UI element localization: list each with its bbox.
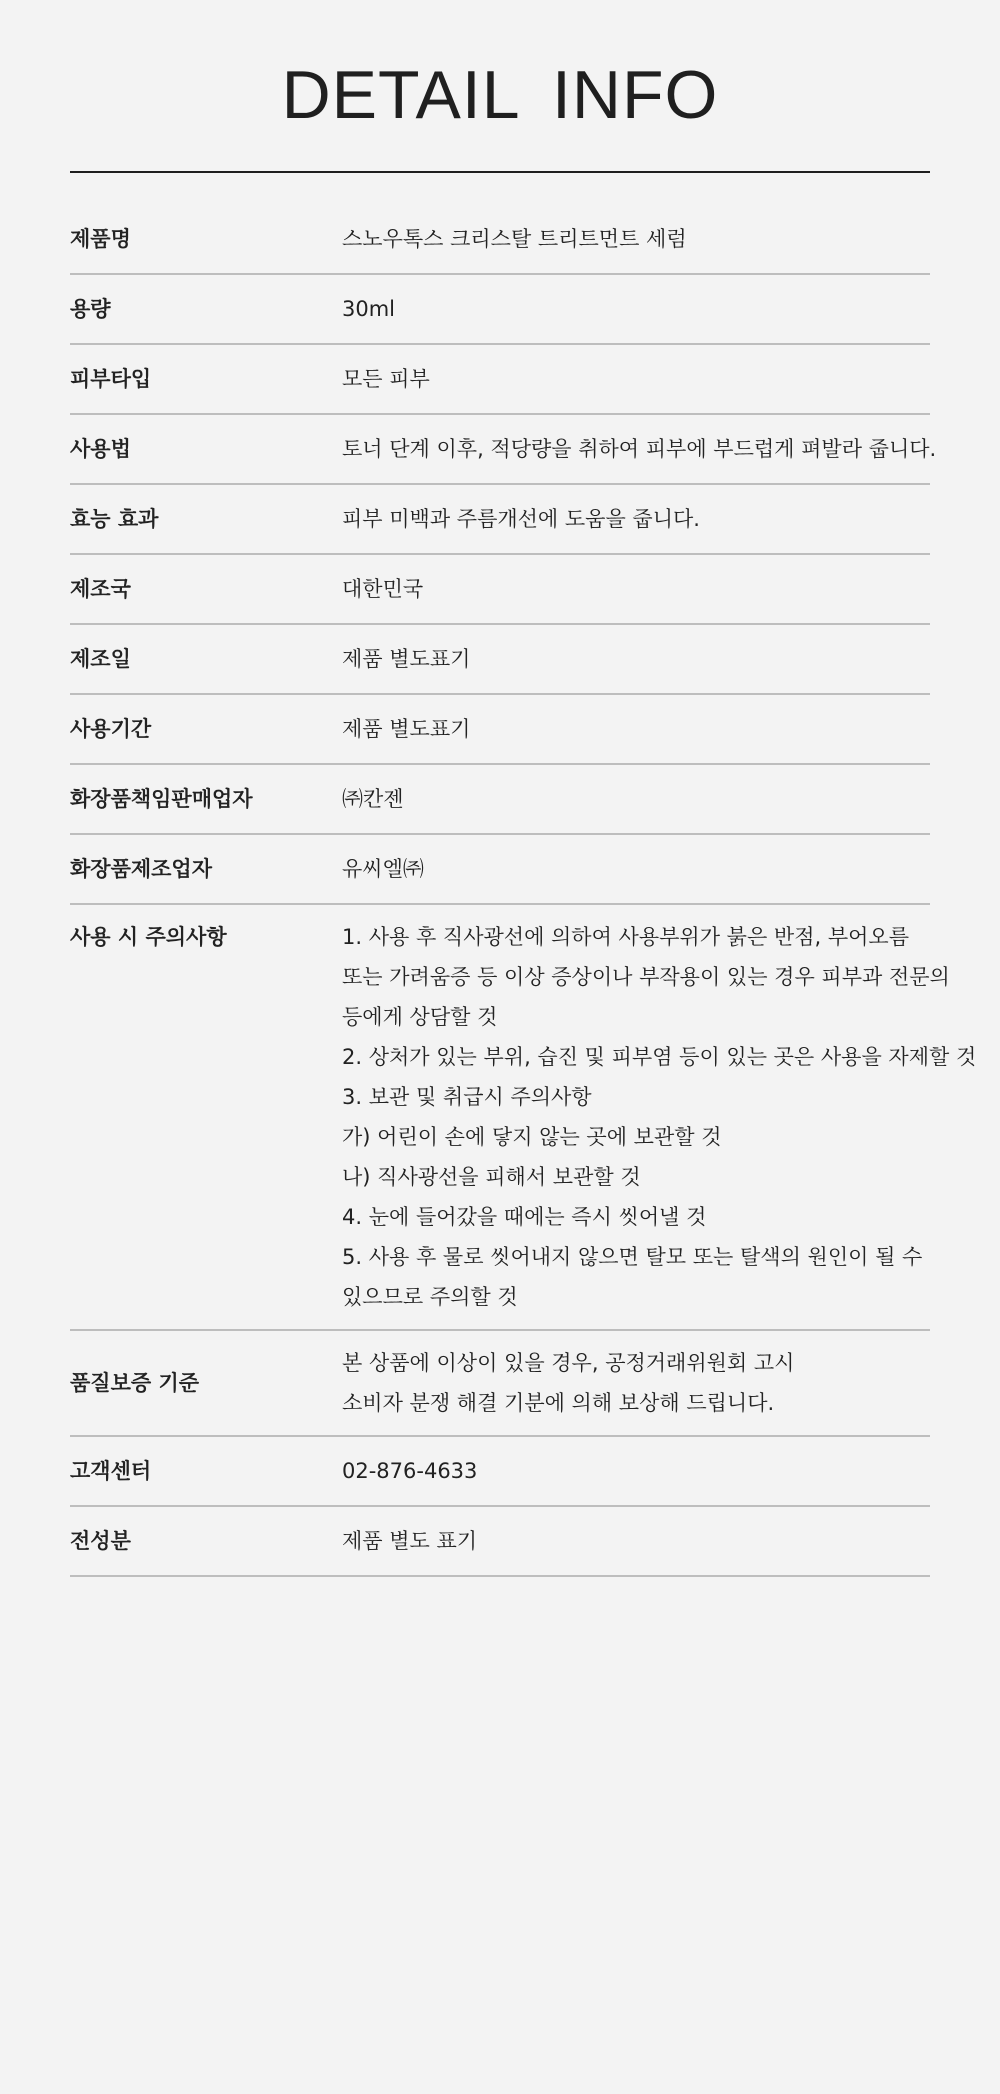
row-label: 효능 효과 bbox=[70, 507, 159, 531]
info-row-quality bbox=[70, 1331, 930, 1437]
caution-line: 3. 보관 및 취급시 주의사항 bbox=[342, 1085, 592, 1109]
row-value: 토너 단계 이후, 적당량을 취하여 피부에 부드럽게 펴발라 줍니다. bbox=[342, 437, 937, 461]
info-row-ingredients bbox=[70, 1507, 930, 1577]
row-label: 제품명 bbox=[70, 227, 131, 251]
info-row-expiry bbox=[70, 695, 930, 765]
row-value: 제품 별도표기 bbox=[342, 717, 471, 741]
info-row-country bbox=[70, 555, 930, 625]
row-value: 제품 별도 표기 bbox=[342, 1529, 478, 1553]
row-value: 스노우톡스 크리스탈 트리트먼트 세럼 bbox=[342, 227, 687, 251]
caution-line: 등에게 상담할 것 bbox=[342, 1005, 498, 1029]
row-label: 고객센터 bbox=[70, 1459, 152, 1483]
caution-line: 1. 사용 후 직사광선에 의하여 사용부위가 붉은 반점, 부어오름 bbox=[342, 925, 909, 949]
row-value: 30ml bbox=[342, 297, 396, 321]
title-divider bbox=[70, 171, 930, 173]
row-value: 02-876-4633 bbox=[342, 1459, 478, 1483]
row-label: 화장품책임판매업자 bbox=[70, 787, 253, 811]
row-label: 제조일 bbox=[70, 647, 131, 671]
caution-line: 5. 사용 후 물로 씻어내지 않으면 탈모 또는 탈색의 원인이 될 수 bbox=[342, 1245, 923, 1269]
row-value: 유씨엘㈜ bbox=[342, 857, 424, 881]
row-label: 피부타입 bbox=[70, 367, 152, 391]
row-value: 모든 피부 bbox=[342, 367, 430, 391]
info-row-volume bbox=[70, 275, 930, 345]
quality-line: 소비자 분쟁 해결 기분에 의해 보상해 드립니다. bbox=[342, 1391, 775, 1415]
row-value: 피부 미백과 주름개선에 도움을 줍니다. bbox=[342, 507, 700, 531]
row-value: ㈜칸젠 bbox=[342, 787, 404, 811]
info-row-product-name bbox=[70, 205, 930, 275]
quality-line: 본 상품에 이상이 있을 경우, 공정거래위원회 고시 bbox=[342, 1351, 795, 1375]
info-row-distributor bbox=[70, 765, 930, 835]
caution-line: 4. 눈에 들어갔을 때에는 즉시 씻어낼 것 bbox=[342, 1205, 707, 1229]
row-label: 품질보증 기준 bbox=[70, 1371, 200, 1395]
info-row-effects bbox=[70, 485, 930, 555]
info-row-usage bbox=[70, 415, 937, 485]
row-label: 화장품제조업자 bbox=[70, 857, 213, 881]
caution-line: 또는 가려움증 등 이상 증상이나 부작용이 있는 경우 피부과 전문의 bbox=[342, 965, 950, 989]
row-label: 제조국 bbox=[70, 577, 131, 601]
row-label: 전성분 bbox=[70, 1529, 131, 1553]
info-row-skin-type bbox=[70, 345, 930, 415]
row-value bbox=[342, 1343, 930, 1423]
caution-line: 나) 직사광선을 피해서 보관할 것 bbox=[342, 1165, 641, 1189]
info-row-customer-center bbox=[70, 1437, 930, 1507]
info-row-cautions bbox=[70, 905, 977, 1331]
row-value: 대한민국 bbox=[342, 577, 424, 601]
row-label: 사용법 bbox=[70, 437, 131, 461]
info-row-manufacture-date bbox=[70, 625, 930, 695]
page-title: DETAIL INFO bbox=[281, 57, 719, 133]
info-row-manufacturer bbox=[70, 835, 930, 905]
caution-line: 가) 어린이 손에 닿지 않는 곳에 보관할 것 bbox=[342, 1125, 722, 1149]
detail-info-table bbox=[70, 205, 977, 1577]
row-label: 사용기간 bbox=[70, 717, 152, 741]
caution-line: 있으므로 주의할 것 bbox=[342, 1285, 518, 1309]
row-value bbox=[342, 917, 976, 1317]
row-value: 제품 별도표기 bbox=[342, 647, 471, 671]
caution-line: 2. 상처가 있는 부위, 습진 및 피부염 등이 있는 곳은 사용을 자제할 것 bbox=[342, 1045, 977, 1069]
row-label: 사용 시 주의사항 bbox=[70, 925, 227, 949]
row-label: 용량 bbox=[70, 297, 111, 321]
